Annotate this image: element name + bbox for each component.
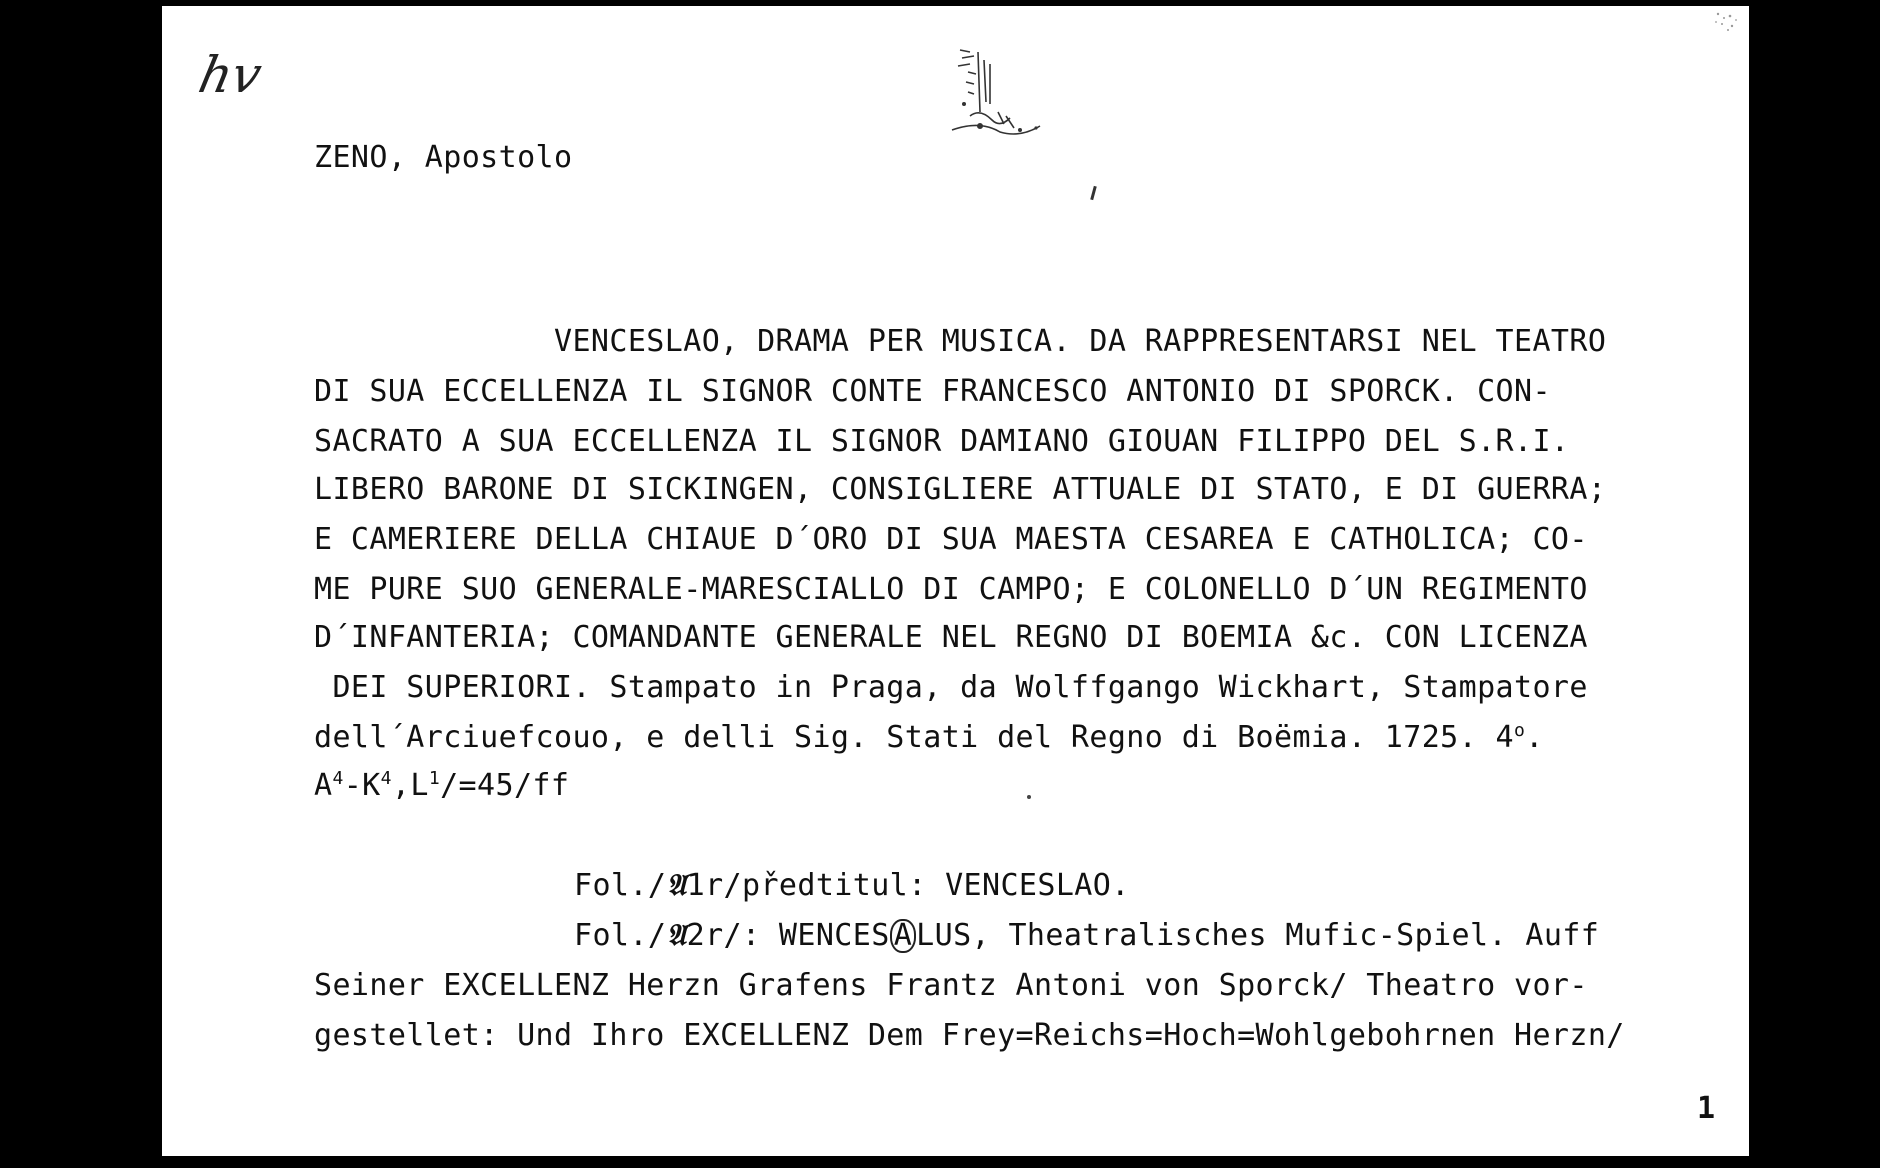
- title-line-8: DEI SUPERIORI. Stampato in Praga, da Wolffgango Wickhart, Stampatore: [314, 670, 1588, 705]
- library-stamp-icon: [940, 42, 1050, 138]
- title-line-6: ME PURE SUO GENERALE-MARESCIALLO DI CAMPO; E COLONELLO D´UN REGIMENTO: [314, 572, 1588, 607]
- title-line-9: [314, 720, 1544, 755]
- collation-a-sup: 4: [332, 768, 344, 789]
- format-superscript: o: [1514, 720, 1526, 741]
- folio-2-line-2: Seiner EXCELLENZ Herzn Grafens Frantz Antoni von Sporck/ Theatro vor-: [314, 968, 1588, 1003]
- circled-correction: A: [890, 919, 916, 953]
- corner-speck-icon: [1712, 10, 1742, 34]
- collation-b-sup: 4: [380, 768, 392, 789]
- folio-2-mark: 𝔄: [666, 918, 687, 953]
- collation-line: [314, 768, 569, 803]
- folio-1-prefix: Fol./: [574, 868, 667, 903]
- title-line-4: LIBERO BARONE DI SICKINGEN, CONSIGLIERE ATTUALE DI STATO, E DI GUERRA;: [314, 472, 1607, 507]
- title-line-5: E CAMERIERE DELLA CHIAUE D´ORO DI SUA MAESTA CESAREA E CATHOLICA; CO-: [314, 522, 1588, 557]
- page-number: 1: [1697, 1091, 1716, 1126]
- title-line-1: VENCESLAO, DRAMA PER MUSICA. DA RAPPRESENTARSI NEL TEATRO: [554, 324, 1607, 359]
- catalog-card: [162, 6, 1749, 1156]
- folio-2-text-b: LUS, Theatralisches Mufic-Spiel. Auff: [916, 918, 1600, 953]
- handwritten-initial: hv: [193, 46, 267, 104]
- folio-note-1: [574, 868, 1130, 903]
- title-line-3: SACRATO A SUA ECCELLENZA IL SIGNOR DAMIANO GIOUAN FILIPPO DEL S.R.I.: [314, 424, 1570, 459]
- folio-1-mark: 𝔄: [666, 868, 687, 903]
- imprint-text: dell´Arciuefcouo, e delli Sig. Stati del Regno di Boëmia. 1725. 4: [314, 720, 1514, 755]
- title-line-7: D´INFANTERIA; COMANDANTE GENERALE NEL REGNO DI BOEMIA &c. CON LICENZA: [314, 620, 1588, 655]
- collation-d: /=45/ff: [440, 768, 570, 803]
- format-end: .: [1525, 720, 1544, 755]
- folio-1-text: 1r/předtitul: VENCESLAO.: [686, 868, 1130, 903]
- folio-2-line-3: gestellet: Und Ihro EXCELLENZ Dem Frey=Reichs=Hoch=Wohlgebohrnen Herzn/: [314, 1018, 1625, 1053]
- author-heading: ZENO, Apostolo: [314, 140, 573, 175]
- folio-note-2: [574, 918, 1599, 953]
- folio-2-text-a: 2r/: WENCES: [686, 918, 890, 953]
- collation-a: A: [314, 768, 333, 803]
- collation-c-sup: 1: [428, 768, 441, 789]
- folio-2-prefix: Fol./: [574, 918, 667, 953]
- stray-pen-mark: [1090, 186, 1097, 200]
- collation-b: -K: [343, 768, 381, 803]
- stray-dot: [1027, 795, 1031, 799]
- collation-c: ,L: [391, 768, 429, 803]
- title-line-2: DI SUA ECCELLENZA IL SIGNOR CONTE FRANCESCO ANTONIO DI SPORCK. CON-: [314, 374, 1551, 409]
